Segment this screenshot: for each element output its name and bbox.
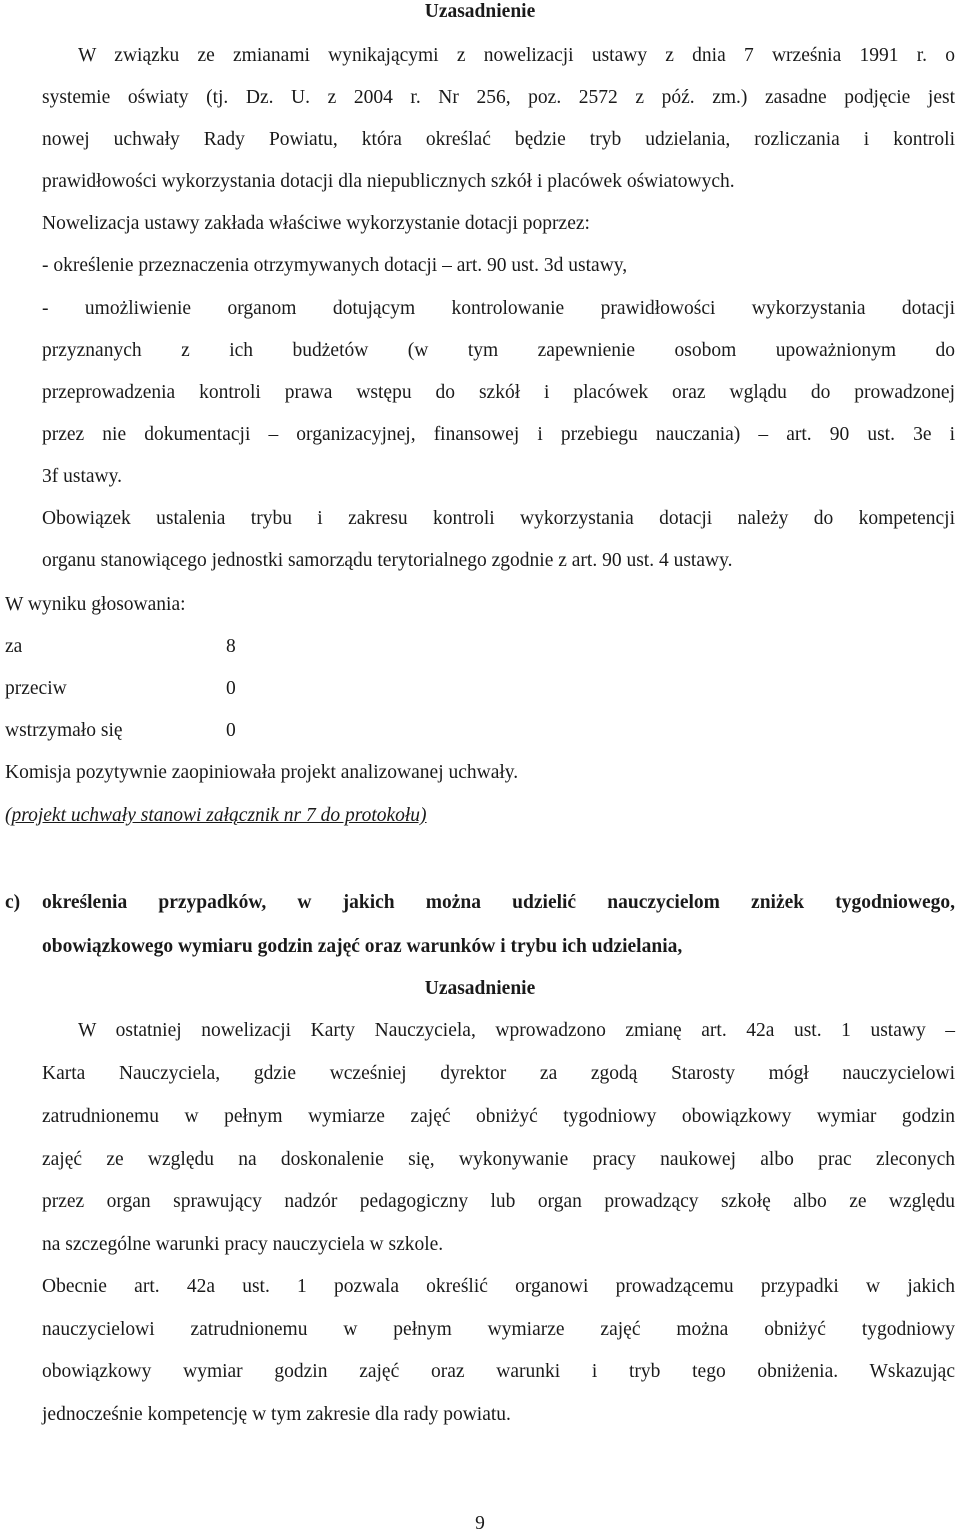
paragraph-line: prawidłowości wykorzystania dotacji dla niepublicznych szkół i placówek oświatowych. xyxy=(42,171,735,192)
attachment-note: (projekt uchwały stanowi załącznik nr 7 do protokołu) xyxy=(5,805,427,826)
paragraph-line: Obecnie art. 42a ust. 1 pozwala określić organowi prowadzącemu przypadki w jakich xyxy=(42,1276,955,1297)
vote-intro: W wyniku głosowania: xyxy=(5,594,186,615)
section-title-line: określenia przypadków, w jakich można udzielić nauczycielom zniżek tygodniowego, xyxy=(42,892,955,913)
vote-value-for: 8 xyxy=(226,636,236,657)
paragraph-line: przez organ sprawujący nadzór pedagogiczny lub organ prowadzący szkołę albo ze względu xyxy=(42,1191,955,1212)
paragraph-line: zatrudnionemu w pełnym wymiarze zajęć obniżyć tygodniowy obowiązkowy wymiar godzin xyxy=(42,1106,955,1127)
list-item-line: przeprowadzenia kontroli prawa wstępu do szkół i placówek oraz wglądu do prowadzonej xyxy=(42,382,955,403)
paragraph-line: na szczególne warunki pracy nauczyciela w szkole. xyxy=(42,1234,444,1255)
committee-conclusion: Komisja pozytywnie zaopiniowała projekt analizowanej uchwały. xyxy=(5,762,519,783)
list-item-line: - umożliwienie organom dotującym kontrolowanie prawidłowości wykorzystania dotacji xyxy=(42,298,955,319)
vote-label-against: przeciw xyxy=(5,678,67,699)
paragraph-line: W ostatniej nowelizacji Karty Nauczyciela, wprowadzono zmianę art. 42a ust. 1 ustawy – xyxy=(78,1020,955,1041)
vote-label-abstained: wstrzymało się xyxy=(5,720,123,741)
paragraph-line: zajęć ze względu na doskonalenie się, wykonywanie pracy naukowej albo prac zleconych xyxy=(42,1149,955,1170)
vote-value-against: 0 xyxy=(226,678,236,699)
list-item-line: przez nie dokumentacji – organizacyjnej, finansowej i przebiegu nauczania) – art. 90 ust. 3e i xyxy=(42,424,955,445)
paragraph-line: nauczycielowi zatrudnionemu w pełnym wymiarze zajęć można obniżyć tygodniowy xyxy=(42,1319,955,1340)
list-item-line: - określenie przeznaczenia otrzymywanych dotacji – art. 90 ust. 3d ustawy, xyxy=(42,255,628,276)
paragraph-line: jednocześnie kompetencję w tym zakresie dla rady powiatu. xyxy=(42,1404,511,1425)
section-title-line: obowiązkowego wymiaru godzin zajęć oraz warunków i trybu ich udzielania, xyxy=(42,936,683,957)
vote-label-for: za xyxy=(5,636,23,657)
paragraph-line: Karta Nauczyciela, gdzie wcześniej dyrektor za zgodą Starosty mógł nauczycielowi xyxy=(42,1063,955,1084)
section-marker: c) xyxy=(5,892,21,913)
paragraph-line: obowiązkowy wymiar godzin zajęć oraz warunki i tryb tego obniżenia. Wskazując xyxy=(42,1361,955,1382)
vote-value-abstained: 0 xyxy=(226,720,236,741)
paragraph-line: systemie oświaty (tj. Dz. U. z 2004 r. Nr 256, poz. 2572 z póź. zm.) zasadne podjęcie jest xyxy=(42,87,955,108)
list-item-line: 3f ustawy. xyxy=(42,466,122,487)
paragraph-line: Obowiązek ustalenia trybu i zakresu kontroli wykorzystania dotacji należy do kompetencji xyxy=(42,508,955,529)
list-item-line: przyznanych z ich budżetów (w tym zapewnienie osobom upoważnionym do xyxy=(42,340,955,361)
justification-heading: Uzasadnienie xyxy=(424,978,536,999)
paragraph-line: Nowelizacja ustawy zakłada właściwe wykorzystanie dotacji poprzez: xyxy=(42,213,590,234)
paragraph-line: W związku ze zmianami wynikającymi z nowelizacji ustawy z dnia 7 września 1991 r. o xyxy=(78,45,955,66)
page-number: 9 xyxy=(475,1513,485,1534)
paragraph-line: organu stanowiącego jednostki samorządu terytorialnego zgodnie z art. 90 ust. 4 ustawy. xyxy=(42,550,733,571)
paragraph-line: nowej uchwały Rady Powiatu, która określać będzie tryb udzielania, rozliczania i kontroli xyxy=(42,129,955,150)
justification-heading: Uzasadnienie xyxy=(424,1,536,22)
